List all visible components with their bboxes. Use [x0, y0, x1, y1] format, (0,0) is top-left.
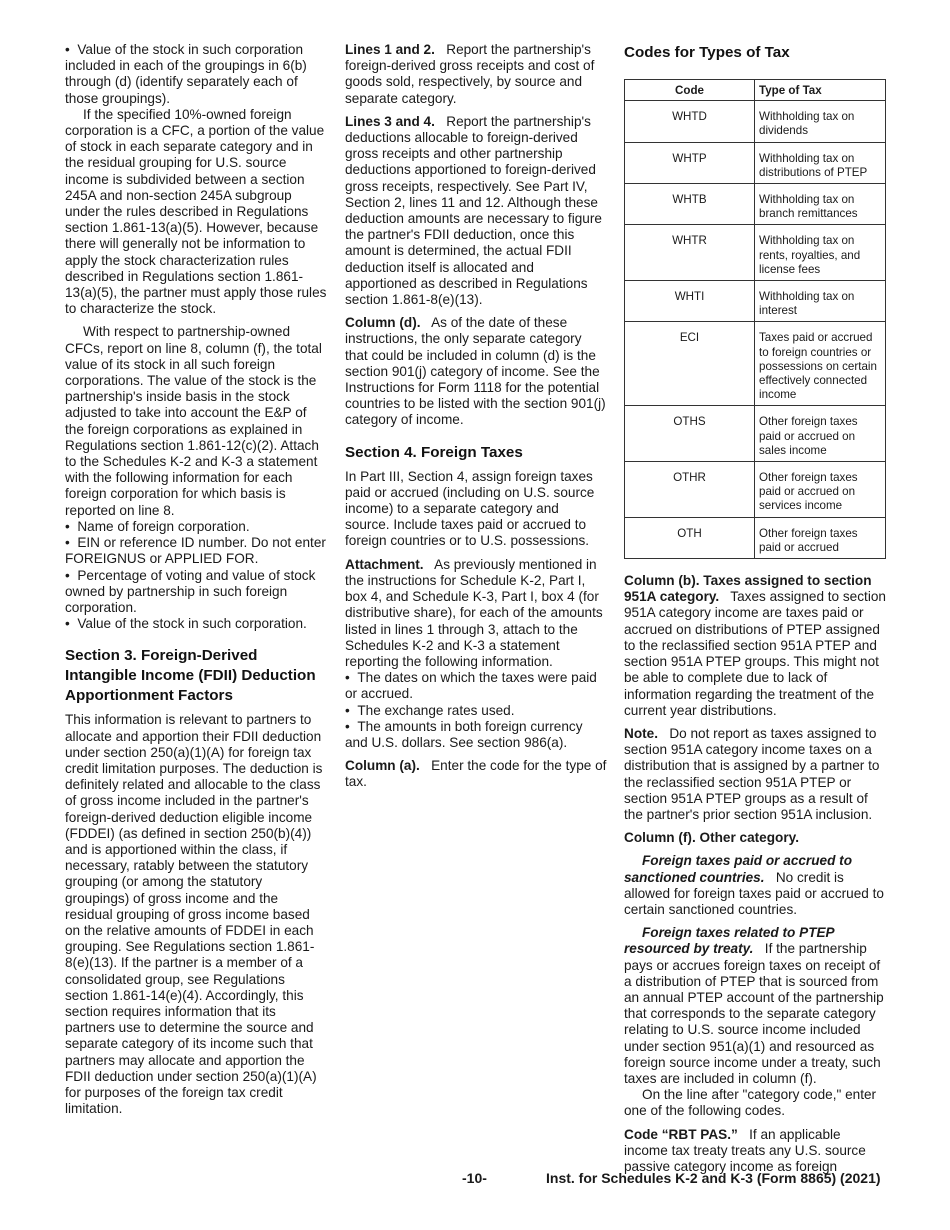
paragraph-attachment: Attachment. As previously mentioned in the instructions for Schedule K-2, Part I, box 4, and Schedule K-3, Part I, box 4 (for distributive share), for each of the amounts listed in lines 1 through 3, attach to the Schedules K-2 and K-3 a statement reporting the following information. [345, 556, 603, 669]
paragraph-section-4: In Part III, Section 4, assign foreign taxes paid or accrued (including on U.S. source income) to a separate category and source. Include taxes paid or accrued to foreign countries or to U.S. possessions. [345, 468, 595, 549]
column-1 [65, 42, 327, 1124]
paragraph-sanctioned: Foreign taxes paid or accrued to sanctioned countries. No credit is allowed for foreign taxes paid or accrued to certain sanctioned countries. [624, 853, 884, 917]
paragraph-lines-1-2: Lines 1 and 2. Report the partnership's foreign-derived gross receipts and cost of goods sold, respectively, by source and separate category. [345, 42, 595, 106]
cell-code: WHTI [625, 281, 755, 322]
paragraph-fdii: This information is relevant to partners to allocate and apportion their FDII deduction under section 250(a)(1)(A) for foreign tax credit limitation purposes. The deduction is definitely related and allocable to the class of gross income included in the partner's foreign-derived deduction eligible income (FDDEI) (as defined in section 250(b)(4)) and is apportioned within the class, if necessary, ratably between the statutory grouping (or among the statutory groupings) of gross income and the residual grouping of gross income based on the relative amounts of FDDEI in each grouping. See Regulations section 1.861-8(e)(13). If the partner is a member of a consolidated group, see Regulations section 1.861-14(e)(4). Accordingly, this section requires information that its partners use to determine the source and separate category of its income such that partners may allocate and apportion the FDII deduction under section 250(a)(1)(A) for purposes of the foreign tax credit limitation. [65, 712, 323, 1117]
bullet-item: • Value of the stock in such corporation included in each of the groupings in 6(b) through (d) (identify separately each of those groupings). [65, 42, 327, 107]
bullet-item: • EIN or reference ID number. Do not enter FOREIGNUS or APPLIED FOR. [65, 535, 327, 567]
table-row [625, 517, 886, 558]
cell-type: Withholding tax on dividends [755, 101, 886, 142]
cell-type: Withholding tax on distributions of PTEP [755, 142, 886, 183]
section-3-heading: Section 3. Foreign-Derived Intangible Income (FDII) Deduction Apportionment Factors [65, 647, 316, 705]
page-number: -10- [462, 1170, 487, 1186]
cell-type: Other foreign taxes paid or accrued on sales income [755, 406, 886, 462]
column-3 [624, 42, 886, 1182]
cell-code: WHTD [625, 101, 755, 142]
paragraph-partnership-cfcs: With respect to partnership-owned CFCs, report on line 8, column (f), the total value of its stock in all such foreign corporations. The value of the stock is the partnership's inside basis in the stock adjusted to take into account the E&P of the foreign corporations as explained in Regulations section 1.861-12(c)(2). Attach to the Schedules K-2 and K-3 a statement with the following information for each foreign corporation for which basis is reported on line 8. [65, 324, 322, 518]
paragraph-lines-3-4: Lines 3 and 4. Report the partnership's deductions allocable to foreign-derived gross receipts and other partnership deductions apportioned to foreign-derived gross receipts, respectively. See Part IV, Section 2, lines 11 and 12. Although these deduction amounts are necessary to figure the partner's FDII deduction, once this amount is determined, the actual FDII deduction itself is allocated and apportioned as described in Regulations section 1.861-8(e)(13). [345, 113, 602, 308]
paragraph-category-code: On the line after "category code," enter one of the following codes. [624, 1087, 877, 1119]
cell-code: OTHR [625, 462, 755, 518]
header-code: Code [625, 80, 755, 101]
table-row [625, 322, 886, 406]
codes-heading: Codes for Types of Tax [624, 44, 790, 61]
table-row [625, 184, 886, 225]
paragraph-ptep-treaty: Foreign taxes related to PTEP resourced by treaty. If the partnership pays or accrues foreign taxes on receipt of a distribution of PTEP that is sourced from an annual PTEP account of the partnership that corresponds to the separate category relating to U.S. source income included under section 951(a)(1) and resourced as foreign source income under a treaty, such taxes are included in column (f). [624, 925, 884, 1086]
cell-type: Withholding tax on branch remittances [755, 184, 886, 225]
cell-type: Taxes paid or accrued to foreign countries or possessions on certain effectively connected income [755, 322, 886, 406]
table-row [625, 101, 886, 142]
paragraph-column-f: Column (f). Other category. [624, 830, 799, 846]
table-row [625, 406, 886, 462]
paragraph-rbt-pas: Code “RBT PAS.” If an applicable income tax treaty treats any U.S. source passive category income as foreign [624, 1126, 866, 1174]
footer-title: Inst. for Schedules K-2 and K-3 (Form 8865) (2021) [546, 1170, 881, 1186]
cell-code: OTHS [625, 406, 755, 462]
tax-codes-table [624, 79, 886, 559]
bullet-item: • Percentage of voting and value of stock owned by partnership in such foreign corporation. [65, 568, 327, 617]
paragraph-note: Note. Do not report as taxes assigned to section 951A category income taxes on a distribution that is assigned by a partner to the reclassified section 951A PTEP or section 951A PTEP groups as a result of the partner's prior section 951A inclusion. [624, 725, 880, 822]
cell-type: Withholding tax on interest [755, 281, 886, 322]
bullet-item: • The dates on which the taxes were paid or accrued. [345, 670, 607, 702]
cell-code: OTH [625, 517, 755, 558]
cell-code: ECI [625, 322, 755, 406]
paragraph-column-d: Column (d). As of the date of these instructions, the only separate category that could be included in column (d) is the section 901(j) category of income. See the Instructions for Form 1118 for the potential countries to be listed with the section 901(j) category of income. [345, 315, 606, 428]
bullet-item: • Name of foreign corporation. [65, 519, 327, 535]
cell-code: WHTR [625, 225, 755, 281]
paragraph-column-a: Column (a). Enter the code for the type of tax. [345, 758, 607, 790]
bullet-item: • The exchange rates used. [345, 703, 607, 719]
paragraph-column-b: Column (b). Taxes assigned to section 951A category. Taxes assigned to section 951A category income are taxes paid or accrued on distributions of PTEP assigned to the reclassified section 951A PTEP and section 951A PTEP groups. This might not be able to complete due to lack of information regarding the treatment of the current year distributions. [624, 573, 886, 718]
column-2 [345, 42, 607, 798]
paragraph-cfc-stock: If the specified 10%-owned foreign corporation is a CFC, a portion of the value of stock in each separate category and in the residual grouping for U.S. source income is subdivided between a section 245A and non-section 245A subgroup under the rules described in Regulations section 1.861-13(a)(5). However, because there will generally not be information to apply the stock characterization rules described in Regulations section 1.861-13(a)(5), the partner must apply those rules to characterize the stock. [65, 106, 327, 317]
section-4-heading: Section 4. Foreign Taxes [345, 443, 523, 461]
bullet-item: • Value of the stock in such corporation. [65, 616, 327, 632]
cell-type: Other foreign taxes paid or accrued [755, 517, 886, 558]
header-type: Type of Tax [755, 80, 886, 101]
cell-code: WHTP [625, 142, 755, 183]
table-row [625, 225, 886, 281]
table-row [625, 462, 886, 518]
table-header-row [625, 80, 886, 101]
table-row [625, 281, 886, 322]
bullet-item: • The amounts in both foreign currency and U.S. dollars. See section 986(a). [345, 719, 607, 751]
table-row [625, 142, 886, 183]
cell-type: Other foreign taxes paid or accrued on services income [755, 462, 886, 518]
cell-type: Withholding tax on rents, royalties, and license fees [755, 225, 886, 281]
cell-code: WHTB [625, 184, 755, 225]
